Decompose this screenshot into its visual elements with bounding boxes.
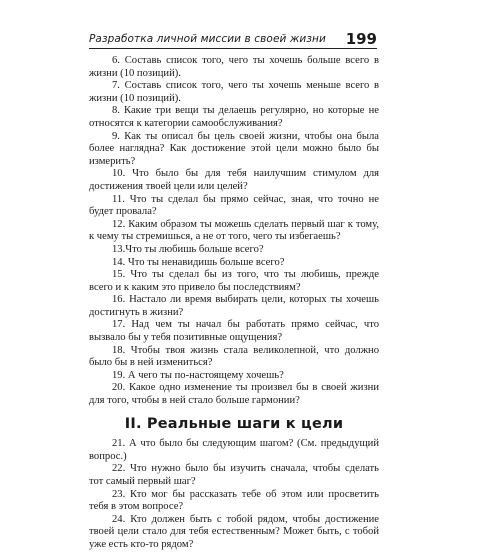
question-item: 24. Кто должен быть с тобой рядом, чтобы достижение твоей цели стало для тебя естественным? Может быть, с тобой уже есть кто-то рядом? (89, 513, 379, 550)
question-item: 18. Чтобы твоя жизнь стала великолепной, что должно было бы в ней измениться? (89, 344, 379, 369)
question-item: 9. Как ты описал бы цель своей жизни, чтобы она была более наглядна? Как достижение этой цели можно было бы измерить? (89, 130, 379, 167)
page-number: 199 (345, 30, 377, 48)
question-item: 16. Настало ли время выбирать цели, которых ты хочешь достигнуть в жизни? (89, 294, 379, 318)
question-item: 21. А что было бы следующим шагом? (См. предыдущий вопрос.) (89, 438, 379, 462)
question-item: 7. Составь список того, чего ты хочешь меньше всего в жизни (10 позиций). (89, 80, 379, 104)
page-content (89, 55, 379, 552)
question-item: 23. Кто мог бы рассказать тебе об этом или просветить тебя в этом вопросе? (89, 488, 379, 513)
running-header (89, 30, 377, 49)
question-item: 22. Что нужно было бы изучить сначала, чтобы сделать тот самый первый шаг? (89, 463, 379, 487)
question-item: 19. А чего ты по-настоящему хочешь? (112, 369, 284, 381)
header-title: Разработка личной миссии в своей жизни (89, 33, 326, 45)
question-item: 17. Над чем ты начал бы работать прямо сейчас, что вызвало бы у тебя позитивные ощущения? (89, 319, 379, 344)
question-item: 6. Составь список того, чего ты хочешь больше всего в жизни (10 позиций). (89, 55, 379, 79)
section-heading: II. Реальные шаги к цели (124, 415, 344, 432)
question-item: 10. Что было бы для тебя наилучшим стимулом для достижения твоей цели или целей? (89, 168, 379, 192)
question-item: 12. Каким образом ты можешь сделать первый шаг к тому, к чему ты стремишься, а не от того, чего ты избегаешь? (89, 218, 379, 243)
question-item: 11. Что ты сделал бы прямо сейчас, зная, что точно не будет провала? (89, 193, 379, 218)
question-item: 8. Какие три вещи ты делаешь регулярно, но которые не относятся к категории самообслуживания? (89, 105, 379, 129)
question-item: 14. Что ты ненавидишь больше всего? (112, 256, 285, 268)
question-item: 15. Что ты сделал бы из того, что ты любишь, прежде всего и к каким это привело бы последствиям? (89, 269, 379, 293)
question-item: 13.Что ты любишь больше всего? (112, 243, 264, 255)
question-item: 20. Какое одно изменение ты произвел бы в своей жизни для того, чтобы в ней стало больше гармонии? (89, 382, 379, 407)
